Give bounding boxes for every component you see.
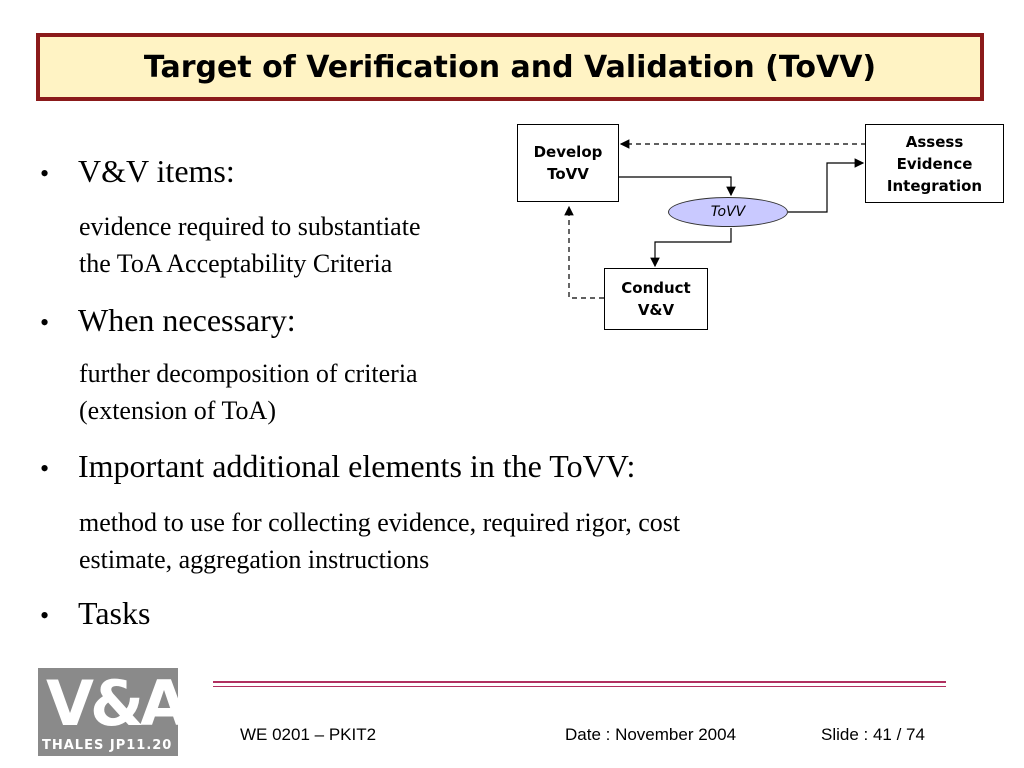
flow-develop-to-tovv <box>619 177 731 195</box>
flow-tovv-to-assess <box>788 163 863 212</box>
bullet-heading: V&V items: <box>78 153 235 189</box>
thales-logo <box>38 667 185 756</box>
box-develop-tovv <box>517 124 619 202</box>
footer-date: Date : November 2004 <box>565 725 737 744</box>
title-box <box>36 33 984 101</box>
bullet-when-necessary <box>40 302 296 339</box>
bullet-important-elements <box>40 448 635 485</box>
feedback-conduct-to-develop <box>569 207 604 298</box>
bullet-detail-vv-items <box>79 208 420 282</box>
box-label: Develop <box>533 143 603 161</box>
box-label: ToVV <box>547 165 589 183</box>
box-label: Conduct <box>621 279 691 297</box>
footer-slide-number: Slide : 41 / 74 <box>821 725 925 744</box>
detail-line: further decomposition of criteria <box>79 359 418 388</box>
detail-line: evidence required to substantiate <box>79 212 421 241</box>
tovv-artifact <box>668 197 788 227</box>
logo-mark: V&A <box>46 667 185 740</box>
footer-divider <box>213 681 946 683</box>
box-label: Assess <box>905 132 964 151</box>
bullet-vv-items <box>40 153 235 190</box>
bullet-dot: • <box>40 601 50 630</box>
detail-line: estimate, aggregation instructions <box>79 545 430 574</box>
slide-title: Target of Verification and Validation (ToVV) <box>143 49 877 85</box>
box-label: Evidence <box>896 154 973 173</box>
bullet-tasks <box>40 595 150 632</box>
logo-caption: THALES JP11.20 <box>42 738 173 753</box>
footer-divider-thin <box>213 686 946 687</box>
detail-line: (extension of ToA) <box>79 396 276 425</box>
bullet-dot: • <box>40 454 50 483</box>
flow-tovv-to-conduct <box>655 228 731 266</box>
bullet-heading: Tasks <box>78 595 151 631</box>
box-assess-evidence <box>865 124 1004 203</box>
footer-course: WE 0201 – PKIT2 <box>240 725 377 744</box>
bullet-heading: Important additional elements in the ToVV: <box>78 448 636 484</box>
bullet-dot: • <box>40 159 50 188</box>
bullet-heading: When necessary: <box>78 302 296 338</box>
box-label: Integration <box>886 176 983 195</box>
detail-line: method to use for collecting evidence, required rigor, cost <box>79 508 681 537</box>
bullet-detail-important-elements <box>79 504 680 578</box>
artifact-label: ToVV <box>710 204 746 220</box>
bullet-detail-when-necessary <box>79 355 418 429</box>
detail-line: the ToA Acceptability Criteria <box>79 249 393 278</box>
box-label: V&V <box>637 301 675 319</box>
box-conduct-vv <box>604 268 708 330</box>
bullet-dot: • <box>40 308 50 337</box>
